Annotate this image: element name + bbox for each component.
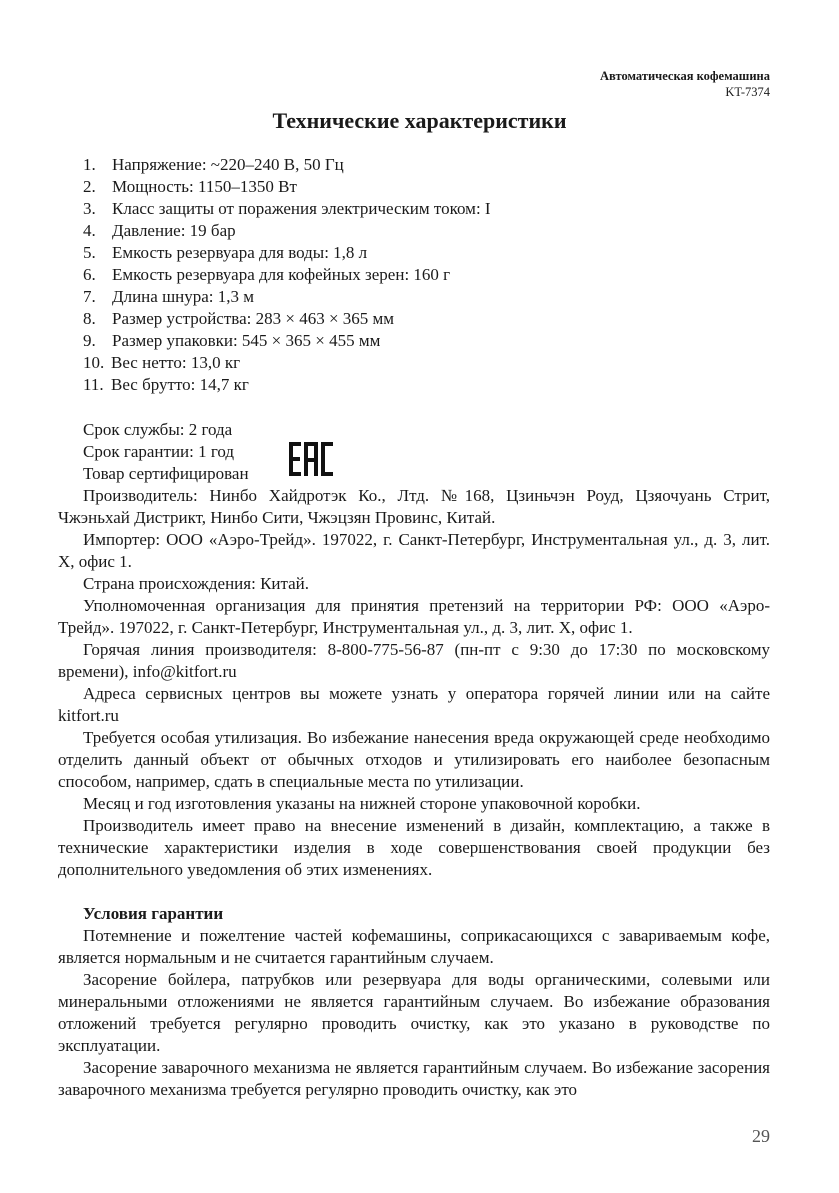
- eac-mark-icon: [288, 440, 334, 478]
- service-centers-paragraph: Адреса сервисных центров вы можете узнать у оператора горячей линии или на сайте kitfort.ru: [58, 684, 770, 725]
- page-title: Технические характеристики: [272, 108, 567, 133]
- spec-text: Емкость резервуара для воды: 1,8 л: [112, 243, 368, 262]
- spec-number: 6.: [83, 265, 96, 284]
- spec-number: 11.: [83, 375, 104, 394]
- spec-text: Емкость резервуара для кофейных зерен: 160 г: [112, 265, 451, 284]
- spec-number: 8.: [83, 309, 96, 328]
- spec-text: Напряжение: ~220–240 В, 50 Гц: [112, 155, 344, 174]
- spec-number: 7.: [83, 287, 96, 306]
- spec-item: [83, 308, 763, 330]
- spec-item: [83, 352, 763, 374]
- spec-text: Размер упаковки: 545 × 365 × 455 мм: [112, 331, 381, 350]
- document-body: [58, 485, 770, 881]
- spec-text: Длина шнура: 1,3 м: [112, 287, 255, 306]
- spec-text: Размер устройства: 283 × 463 × 365 мм: [112, 309, 395, 328]
- spec-number: 4.: [83, 221, 96, 240]
- service-life: Срок службы: 2 года: [83, 420, 233, 439]
- spec-number: 2.: [83, 177, 96, 196]
- service-info: [83, 419, 683, 485]
- spec-item: [83, 330, 763, 352]
- certification-note: Товар сертифицирован: [83, 464, 249, 483]
- spec-number: 1.: [83, 155, 96, 174]
- spec-item: [83, 374, 763, 396]
- disposal-paragraph: Требуется особая утилизация. Во избежание нанесения вреда окружающей среде необходимо отделить данный объект от обычных отходов и утилизировать его наиболее безопасным способом, например, сдать в специальные места по утилизации.: [58, 728, 770, 791]
- manufacturer-paragraph: Производитель: Нинбо Хайдротэк Ко., Лтд. №168, Цзиньчэн Роуд, Цзяочуань Стрит, Чжэньхай Дистрикт, Нинбо Сити, Чжэцзян Провинс, Китай.: [58, 486, 770, 527]
- warranty-section: [58, 903, 770, 1101]
- warranty-paragraph: Засорение бойлера, патрубков или резервуара для воды органическими, солевыми или минеральными отложениями не является гарантийным случаем. Во избежание образования отложений требуется регулярно проводить очистку, как это указано в руководстве по эксплуатации.: [58, 970, 770, 1055]
- spec-number: 5.: [83, 243, 96, 262]
- running-header: [600, 68, 770, 100]
- changes-paragraph: Производитель имеет право на внесение изменений в дизайн, комплектацию, а также в технические характеристики изделия в ходе совершенствования своей продукции без дополнительного уведомления об этих изменениях.: [58, 816, 770, 879]
- warranty-heading: Условия гарантии: [83, 904, 224, 923]
- warranty-paragraph: Потемнение и пожелтение частей кофемашины, соприкасающихся с завариваемым кофе, является нормальным и не считается гарантийным случаем.: [58, 926, 770, 967]
- spec-item: [83, 242, 763, 264]
- warranty-paragraph: Засорение заварочного механизма не является гарантийным случаем. Во избежание засорения заварочного механизма требуется регулярно проводить очистку, как это: [58, 1058, 770, 1099]
- importer-paragraph: Импортер: ООО «Аэро-Трейд». 197022, г. Санкт-Петербург, Инструментальная ул., д. 3, лит. Х, офис 1.: [58, 530, 770, 571]
- page-number: 29: [752, 1126, 770, 1146]
- spec-item: [83, 220, 763, 242]
- origin-paragraph: Страна происхождения: Китай.: [83, 574, 310, 593]
- specs-list: [83, 154, 763, 396]
- spec-number: 9.: [83, 331, 96, 350]
- spec-text: Давление: 19 бар: [112, 221, 236, 240]
- spec-text: Вес брутто: 14,7 кг: [111, 375, 249, 394]
- warranty-period: Срок гарантии: 1 год: [83, 442, 235, 461]
- header-product-name: Автоматическая кофемашина: [600, 69, 770, 83]
- spec-text: Вес нетто: 13,0 кг: [111, 353, 241, 372]
- spec-number: 10.: [83, 353, 105, 372]
- spec-item: [83, 154, 763, 176]
- spec-number: 3.: [83, 199, 96, 218]
- claims-org-paragraph: Уполномоченная организация для принятия претензий на территории РФ: ООО «Аэро-Трейд». 197022, г. Санкт-Петербург, Инструментальная ул., д. 3, лит. Х, офис 1.: [58, 596, 770, 637]
- spec-item: [83, 176, 763, 198]
- spec-text: Мощность: 1150–1350 Вт: [112, 177, 297, 196]
- spec-item: [83, 286, 763, 308]
- hotline-paragraph: Горячая линия производителя: 8-800-775-56-87 (пн-пт с 9:30 до 17:30 по московскому времени), info@kitfort.ru: [58, 640, 770, 681]
- manufacture-date-paragraph: Месяц и год изготовления указаны на нижней стороне упаковочной коробки.: [83, 794, 641, 813]
- spec-text: Класс защиты от поражения электрическим током: I: [112, 199, 491, 218]
- spec-item: [83, 198, 763, 220]
- spec-item: [83, 264, 763, 286]
- header-model: KT-7374: [725, 85, 770, 99]
